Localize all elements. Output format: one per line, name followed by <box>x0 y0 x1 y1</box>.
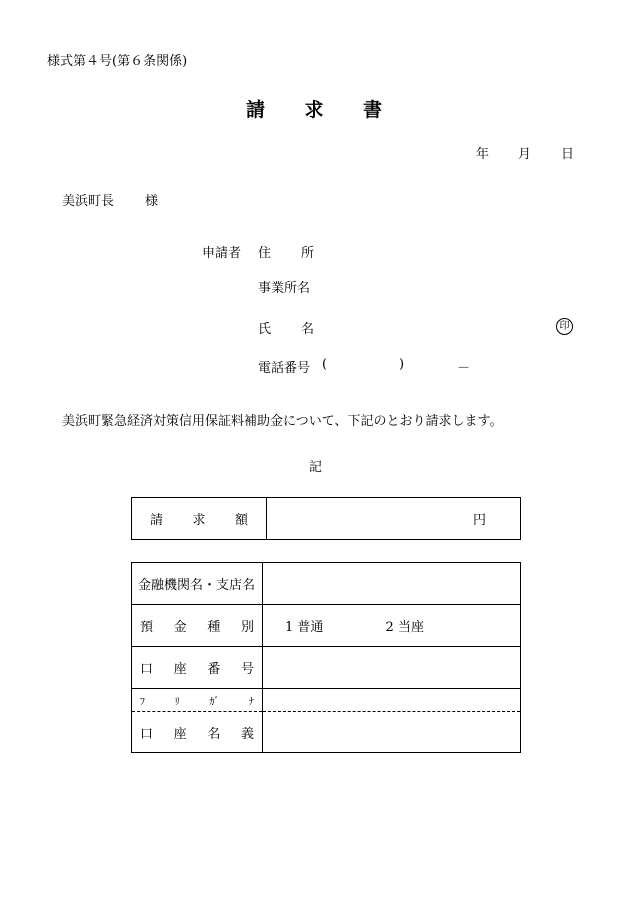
account-number-value-cell[interactable] <box>263 647 521 689</box>
label-char: 番 <box>207 662 221 677</box>
label-char: 名 <box>300 322 314 337</box>
phone-open-paren: ( <box>322 357 328 372</box>
addressee-suffix: 様 <box>145 194 159 209</box>
label-char: 求 <box>192 513 206 528</box>
form-label: 様式第４号(第６条関係) <box>47 54 188 69</box>
label-char: 口 <box>140 662 154 677</box>
label-char: 口 <box>140 726 154 742</box>
amount-value-cell[interactable] <box>267 498 521 540</box>
account-number-label-cell <box>132 647 263 689</box>
label-char: 金 <box>173 620 187 635</box>
label-char: ﾌ <box>140 696 145 708</box>
phone-close-paren: ) <box>399 357 405 372</box>
label-char: 所 <box>300 246 314 261</box>
applicant-heading: 申請者 <box>202 246 242 261</box>
amount-unit: 円 <box>472 513 486 528</box>
label-char: ﾘ <box>174 696 180 708</box>
phone-dash: － <box>457 361 471 376</box>
account-name-value-cell[interactable] <box>263 712 521 753</box>
label-char: 別 <box>240 620 254 635</box>
label-char: 号 <box>240 662 254 677</box>
label-char: 住 <box>258 246 272 261</box>
account-name-label-cell <box>132 712 263 753</box>
deposit-type-value-cell[interactable] <box>263 605 521 647</box>
institution-label-cell <box>132 563 263 605</box>
label-char: ﾅ <box>248 696 254 708</box>
date-year: 年 <box>476 147 490 162</box>
label-char: 請 <box>150 513 164 528</box>
ki-heading: 記 <box>309 460 323 475</box>
date-day: 日 <box>561 147 575 162</box>
name-label <box>258 318 314 337</box>
title-char: 求 <box>304 99 324 121</box>
seal-mark: 印 <box>556 318 573 335</box>
label-char: 額 <box>234 513 248 528</box>
label-char: 名 <box>207 726 221 742</box>
label-char: 預 <box>140 620 154 635</box>
phone-label: 電話番号 <box>258 361 311 376</box>
label-char: 座 <box>173 662 187 677</box>
office-label: 事業所名 <box>258 281 311 296</box>
label-char: 種 <box>207 620 221 635</box>
deposit-option-ordinary[interactable]: 1 普通 <box>285 620 324 635</box>
date-month: 月 <box>518 147 532 162</box>
label-char: 氏 <box>258 322 272 337</box>
furigana-label-cell <box>132 689 263 712</box>
addressee-name: 美浜町長 <box>62 194 115 209</box>
page-title <box>246 95 382 122</box>
label-char: 座 <box>173 726 187 742</box>
bank-table <box>131 562 521 753</box>
furigana-value-cell[interactable] <box>263 689 521 712</box>
amount-table <box>131 497 521 540</box>
statement: 美浜町緊急経済対策信用保証料補助金について、下記のとおり請求します。 <box>62 414 503 429</box>
address-label <box>258 242 314 261</box>
deposit-option-current[interactable]: 2 当座 <box>385 620 424 635</box>
institution-label: 金融機関名・支店名 <box>138 578 256 593</box>
title-char: 書 <box>362 99 382 121</box>
label-char: ｶﾞ <box>209 696 220 708</box>
institution-value-cell[interactable] <box>263 563 521 605</box>
label-char: 義 <box>240 726 254 742</box>
title-char: 請 <box>246 99 266 121</box>
amount-label-cell <box>132 498 267 540</box>
deposit-type-label-cell <box>132 605 263 647</box>
